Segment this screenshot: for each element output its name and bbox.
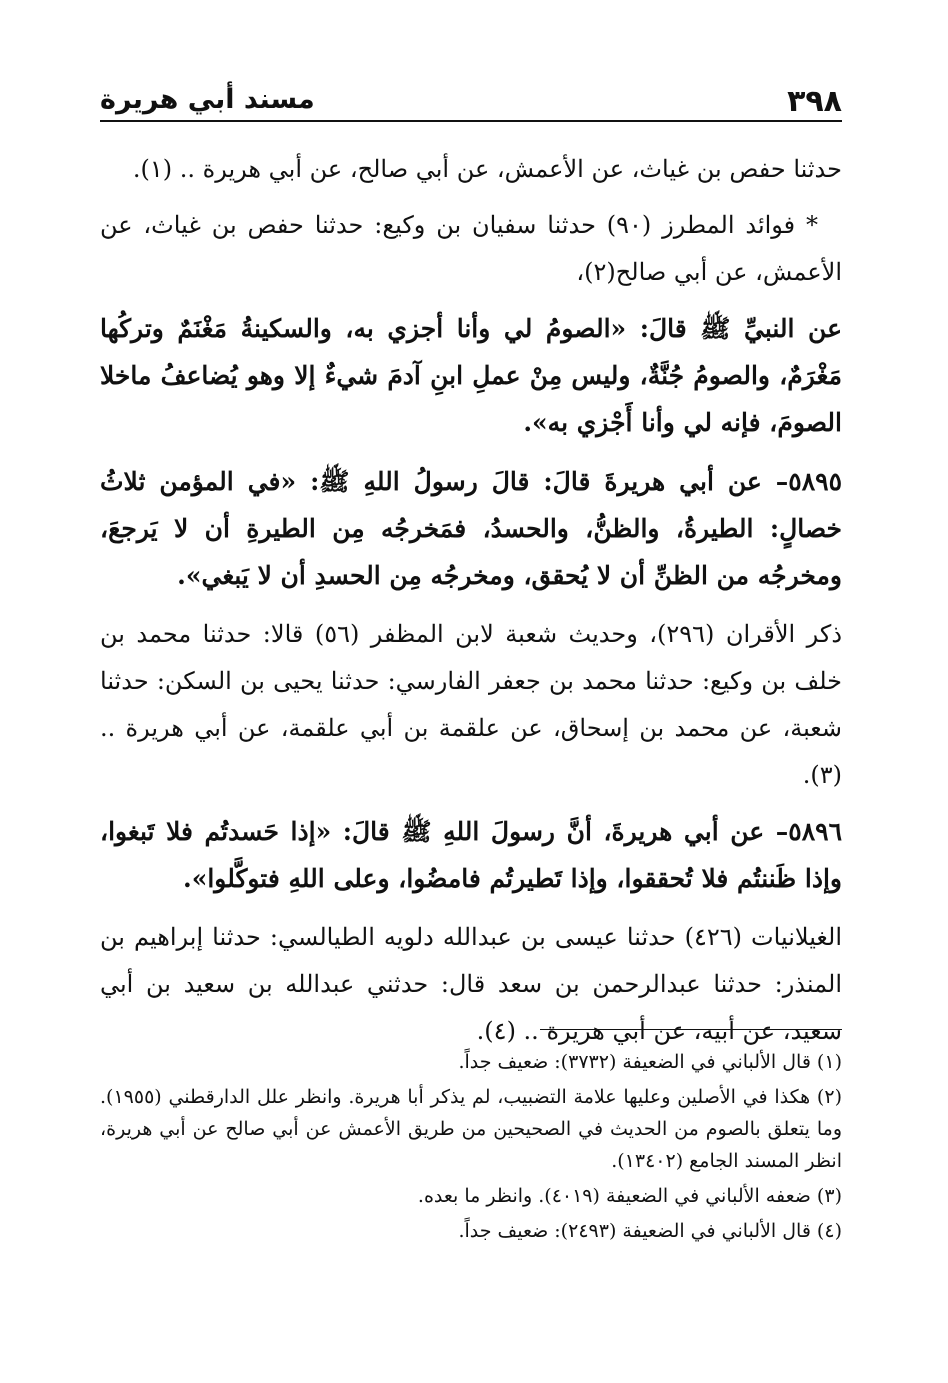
footnote-4: (٤) قال الألباني في الضعيفة (٢٤٩٣): ضعيف جداً.: [458, 1220, 842, 1242]
footnote-3: (٣) ضعفه الألباني في الضعيفة (٤٠١٩). وانظر ما بعده.: [417, 1185, 842, 1207]
isnad-paragraph: ذكر الأقران (٢٩٦)، وحديث شعبة لابن المظفر (٥٦) قالا: حدثنا محمد بن خلف بن وكيع: حدثنا محمد بن جعفر الفارسي: حدثنا يحيى بن السكن: حدثنا شعبة، عن محمد بن إسحاق، عن علقمة بن أبي علقمة، عن أبي هريرة .. (٣).: [100, 620, 843, 789]
footnote-1: (١) قال الألباني في الضعيفة (٣٧٣٢): ضعيف جداً.: [458, 1051, 842, 1073]
hadith-text: عن النبيِّ ﷺ قالَ: «الصومُ لي وأنا أجزي به، والسكينةُ مَغْنَمٌ وتركُها مَغْرَمٌ، والصومُ جُنَّةٌ، وليس مِنْ عملِ ابنِ آدمَ شيءٌ إلا وهو يُضاعفُ ماخلا الصومَ، فإنه لي وأنا أَجْزي به».: [100, 314, 842, 437]
main-text: [100, 146, 842, 1064]
hadith-5896: ٥٨٩٦– عن أبي هريرةَ، أنَّ رسولَ اللهِ ﷺ قالَ: «إذا حَسدتُم فلا تَبغوا، وإذا ظَننتُم فلا تُحققوا، وإذا تَطيرتُم فامضُوا، وعلى اللهِ فتوكَّلوا».: [100, 817, 842, 893]
header-rule: [100, 120, 842, 122]
running-title: مسند أبي هريرة: [100, 84, 315, 115]
footnote-2: (٢) هكذا في الأصلين وعليها علامة التضبيب، لم يذكر أبا هريرة. وانظر علل الدارقطني (١٩٥٥). وما يتعلق بالصوم من الحديث في الصحيحين من طريق الأعمش عن أبي صالح عن أبي هريرة، انظر المسند الجامع (١٣٤٠٢).: [100, 1086, 842, 1172]
isnad-paragraph: * فوائد المطرز (٩٠) حدثنا سفيان بن وكيع: حدثنا حفص بن غياث، عن الأعمش، عن أبي صالح(٢)،: [100, 211, 842, 286]
hadith-5895: ٥٨٩٥– عن أبي هريرةَ قالَ: قالَ رسولُ اللهِ ﷺ: «في المؤمن ثلاثُ خصالٍ: الطيرةُ، والظنُّ، والحسدُ، فمَخرجُه مِن الطيرةِ أن لا يَرجعَ، ومخرجُه من الظنِّ أن لا يُحقق، ومخرجُه مِن الحسدِ أن لا يَبغي».: [100, 467, 842, 590]
footnote-separator: [540, 1029, 842, 1030]
isnad-paragraph: الغيلانيات (٤٢٦) حدثنا عيسى بن عبدالله دلويه الطيالسي: حدثنا إبراهيم بن المنذر: حدثنا عبدالرحمن بن سعد قال: حدثني عبدالله بن سعيد بن أبي سعيد، عن أبيه، عن أبي هريرة .. (٤).: [100, 923, 843, 1045]
page-number: ٣٩٨: [787, 84, 842, 119]
page-header: [100, 78, 842, 122]
isnad-paragraph: حدثنا حفص بن غياث، عن الأعمش، عن أبي صالح، عن أبي هريرة .. (١).: [132, 155, 842, 183]
footnotes: [100, 1046, 842, 1250]
